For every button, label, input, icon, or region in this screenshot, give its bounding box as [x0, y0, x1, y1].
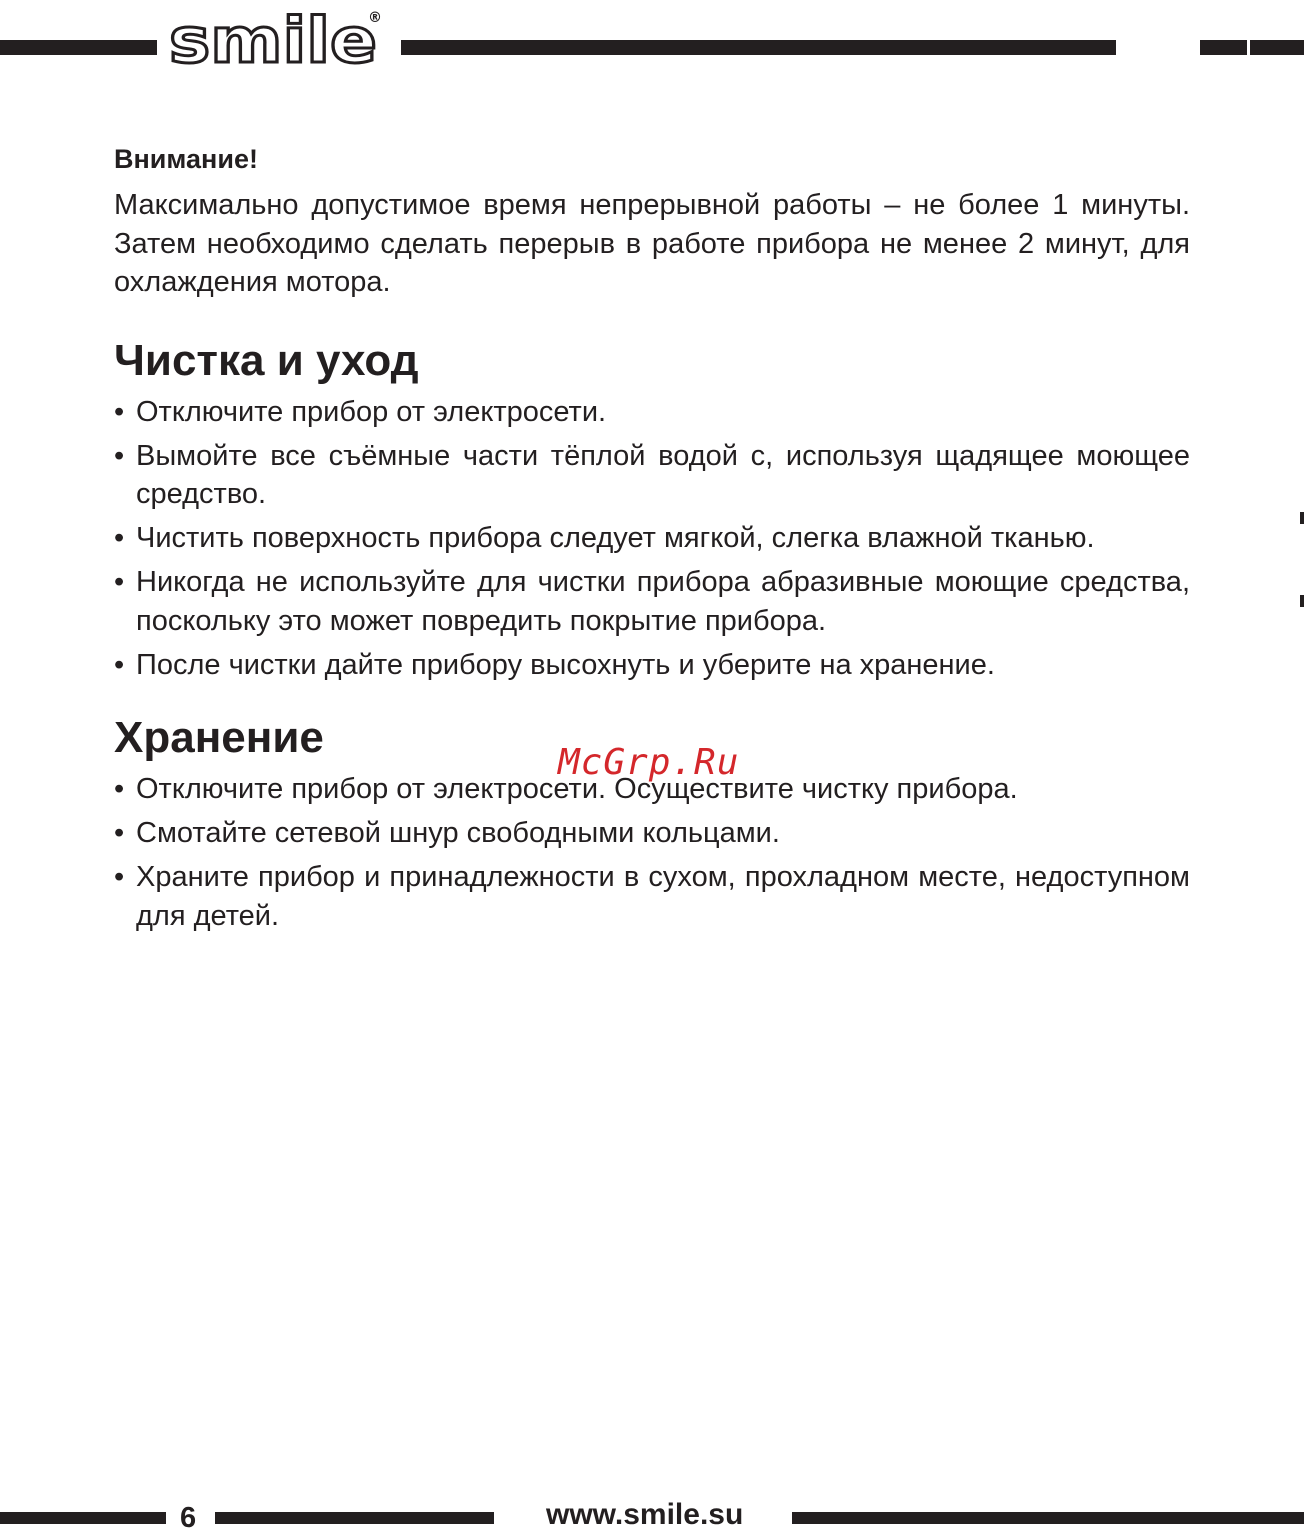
list-item: • После чистки дайте прибору высохнуть и уберите на хранение. — [114, 646, 1190, 685]
list-item: • Вымойте все съёмные части тёплой водой с, используя щадящее моющее средство. — [114, 437, 1190, 514]
attention-title: Внимание! — [114, 144, 258, 174]
storage-list — [114, 770, 1190, 935]
header-bar-middle — [401, 40, 1116, 55]
page-content — [114, 140, 1190, 941]
attention-text: Максимально допустимое время непрерывной работы – не более 1 минуты. Затем необходимо сделать перерыв в работе прибора не менее 2 минут, для охлаждения мотора. — [114, 189, 1190, 298]
page-number: 6 — [180, 1502, 197, 1534]
edge-tick — [1300, 512, 1304, 524]
footer-bar-left — [0, 1512, 166, 1524]
cleaning-list — [114, 393, 1190, 685]
footer-bar-middle — [215, 1512, 494, 1524]
list-item: • Смотайте сетевой шнур свободными кольцами. — [114, 814, 1190, 853]
header-bar-left — [0, 40, 157, 55]
list-item: • Отключите прибор от электросети. Осуществите чистку прибора. — [114, 770, 1190, 809]
list-item: • Отключите прибор от электросети. — [114, 393, 1190, 432]
edge-tick — [1300, 595, 1304, 607]
watermark: McGrp.Ru — [558, 742, 740, 783]
list-item: • Храните прибор и принадлежности в сухом, прохладном месте, недоступном для детей. — [114, 858, 1190, 935]
list-item: • Никогда не используйте для чистки прибора абразивные моющие средства, поскольку это может повредить покрытие прибора. — [114, 563, 1190, 640]
logo-wordmark: smile — [169, 4, 377, 72]
list-item: • Чистить поверхность прибора следует мягкой, слегка влажной тканью. — [114, 519, 1190, 558]
storage-heading: Хранение — [114, 713, 324, 762]
smile-logo — [165, 0, 387, 72]
cleaning-heading: Чистка и уход — [114, 335, 419, 385]
header-bar-right-2 — [1250, 40, 1304, 55]
website-link[interactable]: www.smile.su — [546, 1498, 744, 1531]
footer-bar-right — [792, 1512, 1304, 1524]
header-bar-right-1 — [1200, 40, 1247, 55]
registered-mark: ® — [368, 10, 382, 26]
